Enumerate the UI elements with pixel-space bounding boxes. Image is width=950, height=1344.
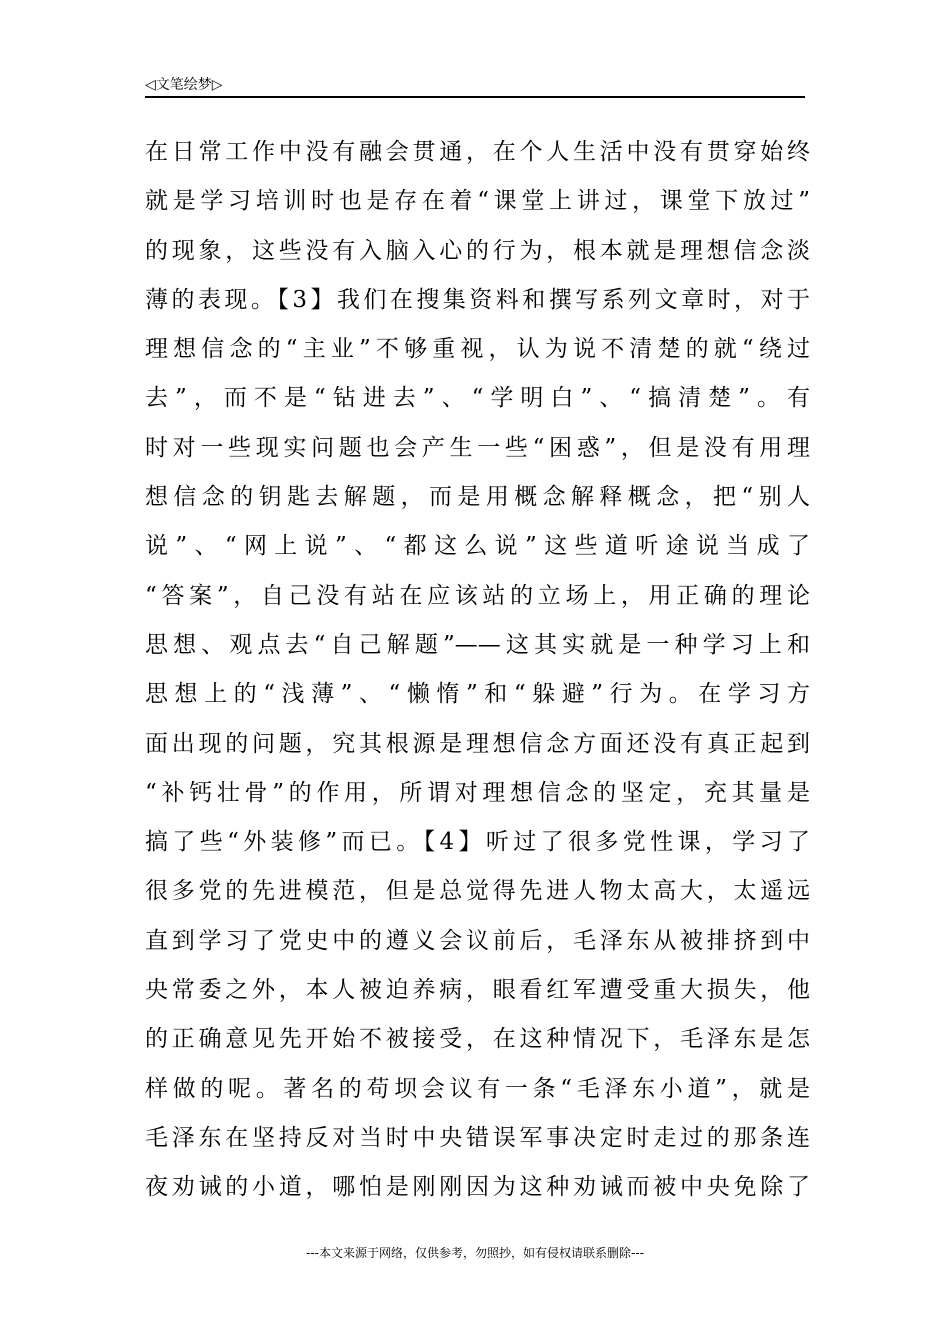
body-line: 思想、观点去“自己解题”——这其实就是一种学习上和	[145, 631, 810, 658]
body-line: 薄的表现。【3】我们在搜集资料和撰写系列文章时，对于	[145, 286, 810, 313]
body-line: 毛泽东在坚持反对当时中央错误军事决定时走过的那条连	[145, 1124, 810, 1151]
body-line: 很多党的先进模范，但是总觉得先进人物太高大，太遥远	[145, 878, 810, 905]
body-line: 理想信念的“主业”不够重视，认为说不清楚的就“绕过	[145, 336, 810, 363]
body-line: 搞了些“外装修”而已。【4】听过了很多党性课，学习了	[145, 829, 810, 856]
body-line: 思想上的“浅薄”、“懒惰”和“躲避”行为。在学习方	[145, 681, 810, 708]
body-line: 夜劝诫的小道，哪怕是刚刚因为这种劝诫而被中央免除了	[145, 1174, 810, 1201]
body-line: “补钙壮骨”的作用，所谓对理想信念的坚定，充其量是	[145, 779, 810, 806]
page-header	[145, 68, 805, 98]
body-line: 就是学习培训时也是存在着“课堂上讲过，课堂下放过”	[145, 188, 810, 215]
body-line: 时对一些现实问题也会产生一些“困惑”，但是没有用理	[145, 434, 810, 461]
body-line: 在日常工作中没有融会贯通，在个人生活中没有贯穿始终	[145, 139, 810, 165]
page-footer: ---本文来源于网络，仅供参考，勿照抄，如有侵权请联系删除---	[306, 1246, 644, 1260]
body-line: 直到学习了党史中的遵义会议前后，毛泽东从被排挤到中	[145, 927, 810, 954]
document-body	[145, 128, 810, 1213]
body-line: 的正确意见先开始不被接受，在这种情况下，毛泽东是怎	[145, 1026, 810, 1053]
body-line: 央常委之外，本人被迫养病，眼看红军遭受重大损失，他	[145, 977, 810, 1004]
body-line: “答案”，自己没有站在应该站的立场上，用正确的理论	[145, 582, 810, 609]
body-line: 想信念的钥匙去解题，而是用概念解释概念，把“别人	[145, 484, 810, 511]
body-line: 面出现的问题，究其根源是理想信念方面还没有真正起到	[145, 730, 810, 757]
header-title: ◁文笔绘梦▷	[145, 77, 223, 93]
header-divider	[145, 96, 805, 98]
body-line: 样做的呢。著名的苟坝会议有一条“毛泽东小道”，就是	[145, 1075, 810, 1102]
body-line: 说”、“网上说”、“都这么说”这些道听途说当成了	[145, 533, 810, 560]
body-line: 的现象，这些没有入脑入心的行为，根本就是理想信念淡	[145, 237, 810, 264]
body-line: 去”，而不是“钻进去”、“学明白”、“搞清楚”。有	[145, 385, 810, 412]
